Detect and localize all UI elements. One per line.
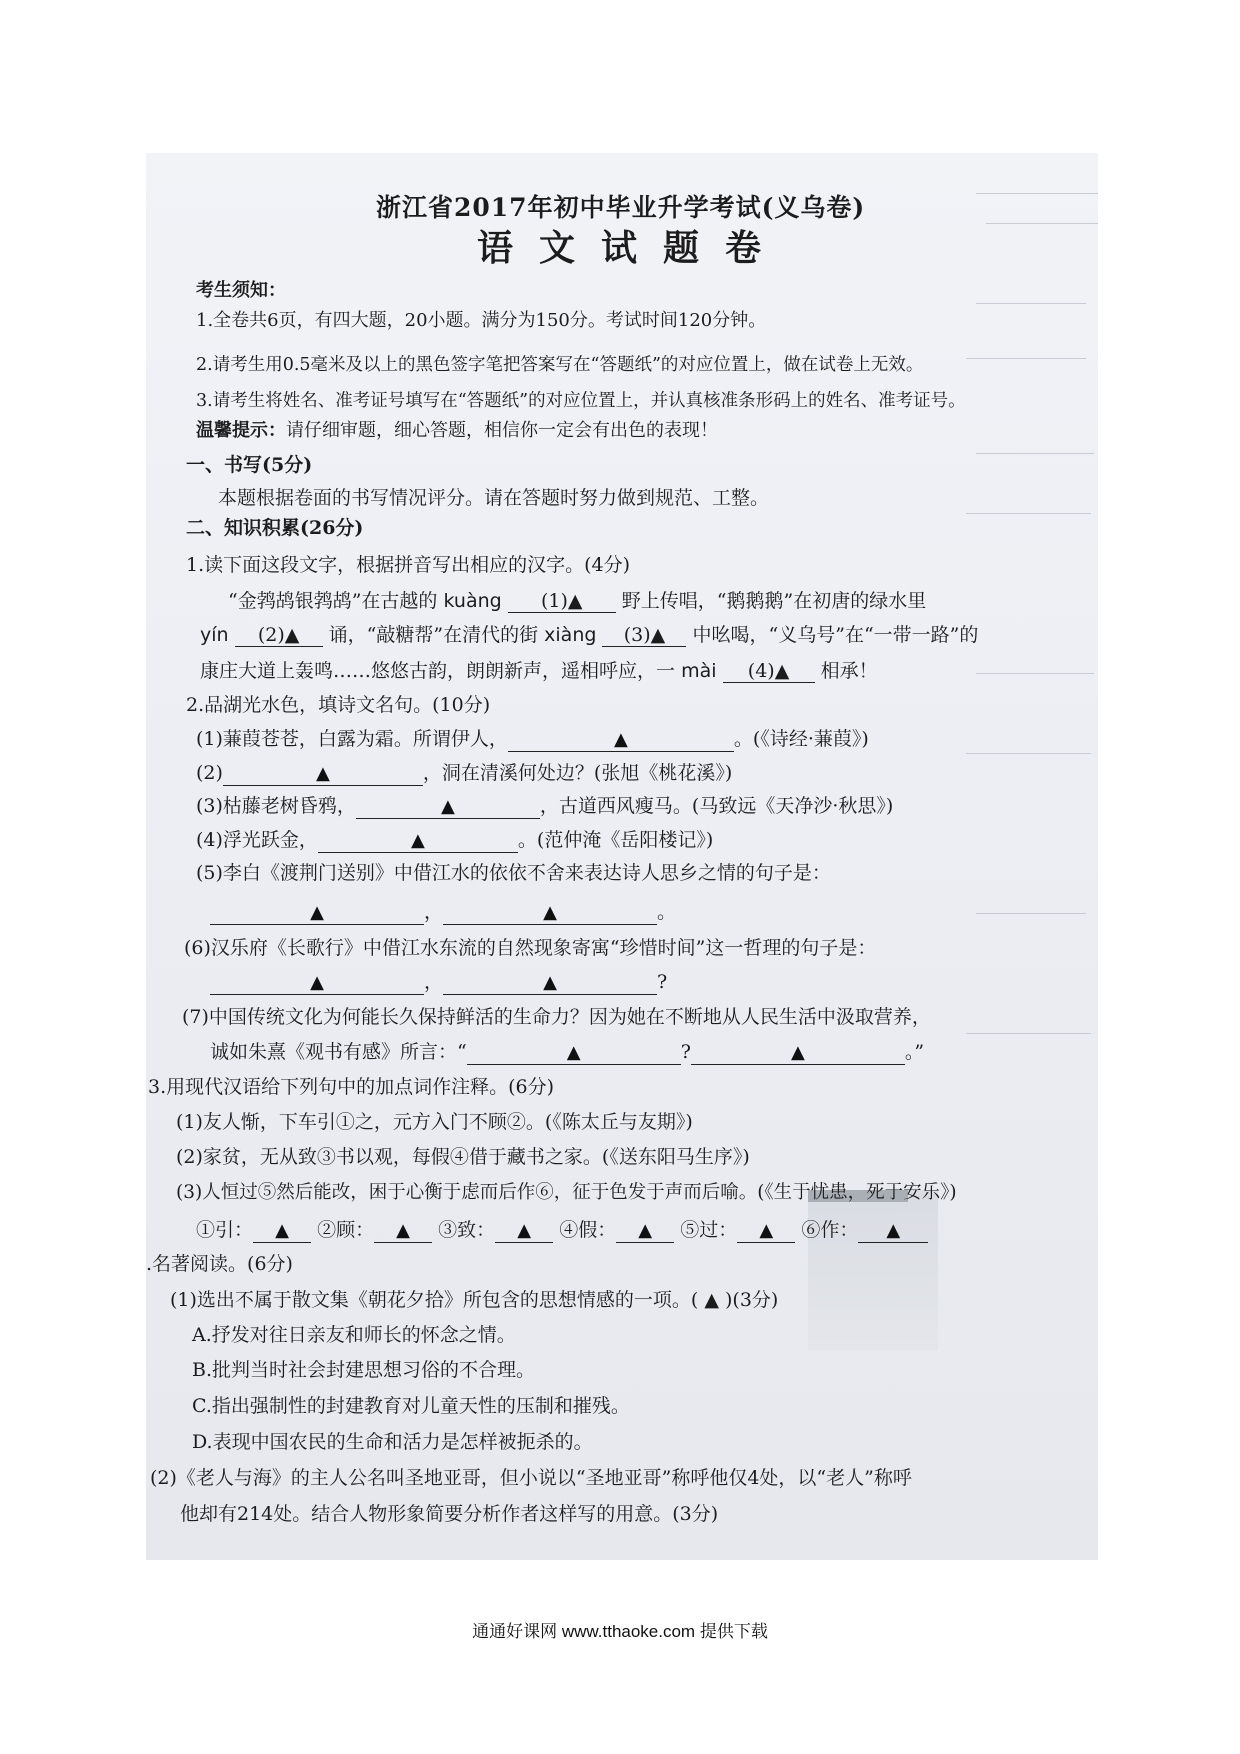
q2-s5: (5)李白《渡荆门送别》中借江水的依依不舍来表达诗人思乡之情的句子是： bbox=[196, 862, 831, 884]
pinyin: kuàng bbox=[443, 590, 502, 612]
q1-stem: 1.读下面这段文字，根据拼音写出相应的汉字。(4分) bbox=[186, 554, 631, 576]
q1-text: 中吆喝，“义乌号”在“一带一路”的 bbox=[692, 624, 979, 646]
pinyin: yín bbox=[200, 624, 229, 646]
q2-text: ? bbox=[680, 1041, 691, 1063]
answer-blank[interactable]: ▲ bbox=[210, 902, 424, 925]
answer-blank-2[interactable]: (2)▲ bbox=[235, 624, 323, 647]
q2-s2 bbox=[196, 761, 732, 786]
q2-text: 。 bbox=[657, 901, 677, 923]
ghost-line bbox=[966, 513, 1091, 514]
q1-line2 bbox=[200, 623, 978, 647]
q2-stem: 2.品湖光水色，填诗文名句。(10分) bbox=[186, 694, 491, 716]
q1-text: 野上传唱，“鹅鹅鹅”在初唐的绿水里 bbox=[621, 590, 927, 612]
q3-s2: (2)家贫，无从致③书以观，每假④借于藏书之家。(《送东阳马生序》) bbox=[176, 1146, 750, 1168]
q1-text: “金鹁鸪银鹁鸪”在古越的 bbox=[228, 590, 438, 612]
q2-s5-answer bbox=[210, 900, 676, 925]
q2-text: (2) bbox=[196, 762, 223, 784]
q3-s1: (1)友人惭，下车引①之，元方入门不顾②。(《陈太丘与友期》) bbox=[176, 1111, 693, 1133]
notice-item: 2.请考生用0.5毫米及以上的黑色签字笔把答案写在“答题纸”的对应位置上，做在试卷上无效。 bbox=[196, 355, 924, 375]
answer-blank[interactable]: ▲ bbox=[253, 1220, 311, 1243]
notice-item: 3.请考生将姓名、准考证号填写在“答题纸”的对应位置上，并认真核准条形码上的姓名、准考证号。 bbox=[196, 391, 966, 411]
answer-blank[interactable]: ▲ bbox=[467, 1042, 681, 1065]
q3-s3: (3)人恒过⑤然后能改，困于心衡于虑而后作⑥，征于色发于声而后喻。(《生于忧患，死于安乐》) bbox=[176, 1182, 957, 1203]
q2-s1 bbox=[196, 727, 869, 752]
answer-blank-1[interactable]: (1)▲ bbox=[508, 590, 616, 613]
ghost-line bbox=[976, 453, 1094, 454]
q3-label: ④假： bbox=[559, 1219, 617, 1241]
ghost-line bbox=[976, 673, 1094, 674]
notice-heading: 考生须知： bbox=[196, 280, 286, 301]
q2-s3 bbox=[196, 794, 893, 819]
blurred-region bbox=[808, 1190, 938, 1350]
answer-blank[interactable]: ▲ bbox=[616, 1220, 674, 1243]
q2-s6: (6)汉乐府《长歌行》中借江水东流的自然现象寄寓“珍惜时间”这一哲理的句子是： bbox=[184, 937, 877, 959]
ghost-line bbox=[976, 913, 1086, 914]
tip-text: 请仔细审题，细心答题，相信你一定会有出色的表现！ bbox=[286, 420, 718, 441]
answer-blank[interactable]: ▲ bbox=[508, 729, 734, 752]
q1-line3 bbox=[200, 659, 878, 683]
ghost-line bbox=[966, 1033, 1091, 1034]
pinyin: xiàng bbox=[544, 624, 597, 646]
answer-blank[interactable]: ▲ bbox=[691, 1042, 905, 1065]
exam-title: 浙江省2017年初中毕业升学考试(义乌卷) bbox=[376, 193, 866, 222]
notice-item: 1.全卷共6页，有四大题，20小题。满分为150分。考试时间120分钟。 bbox=[196, 310, 767, 331]
q2-text: ，洞在清溪何处边？(张旭《桃花溪》) bbox=[422, 762, 733, 784]
pinyin: mài bbox=[681, 660, 717, 682]
q2-text: 。(《诗经·蒹葭》) bbox=[733, 728, 869, 750]
subject-title: 语文试题卷 bbox=[477, 227, 788, 269]
q4-stem: .名著阅读。(6分) bbox=[146, 1253, 293, 1275]
section1-body: 本题根据卷面的书写情况评分。请在答题时努力做到规范、工整。 bbox=[218, 487, 770, 509]
section2-heading: 二、知识积累(26分) bbox=[186, 517, 364, 539]
q3-label: ⑤过： bbox=[680, 1219, 738, 1241]
q1-text: 相承！ bbox=[820, 660, 878, 682]
q2-s4 bbox=[196, 828, 713, 853]
q1-line1 bbox=[228, 589, 926, 613]
q2-text: 诚如朱熹《观书有感》所言：“ bbox=[210, 1041, 467, 1063]
q2-text: 。” bbox=[904, 1041, 925, 1063]
q4-p2-line1: (2)《老人与海》的主人公名叫圣地亚哥，但小说以“圣地亚哥”称呼他仅4处，以“老人”称呼 bbox=[150, 1467, 912, 1489]
q3-stem: 3.用现代汉语给下列句中的加点词作注释。(6分) bbox=[148, 1076, 555, 1098]
q2-text: ? bbox=[657, 971, 668, 993]
answer-blank[interactable]: ▲ bbox=[737, 1220, 795, 1243]
q1-text: 诵，“敲糖帮”在清代的街 bbox=[328, 624, 539, 646]
q2-s7-line2 bbox=[210, 1040, 924, 1065]
tip-label: 温馨提示： bbox=[196, 420, 286, 441]
answer-blank-3[interactable]: (3)▲ bbox=[602, 624, 686, 647]
q3-label: ③致： bbox=[438, 1219, 496, 1241]
answer-blank[interactable]: ▲ bbox=[374, 1220, 432, 1243]
q2-s7: (7)中国传统文化为何能长久保持鲜活的生命力？因为她在不断地从人民生活中汲取营养， bbox=[182, 1006, 931, 1028]
q2-text: ， bbox=[424, 901, 444, 923]
q2-text: 。(范仲淹《岳阳楼记》) bbox=[517, 829, 714, 851]
q1-text: 康庄大道上轰鸣……悠悠古韵，朗朗新声，遥相呼应，一 bbox=[200, 660, 676, 682]
download-footer: 通通好课网 www.tthaoke.com 提供下载 bbox=[472, 1622, 768, 1641]
answer-blank[interactable]: ▲ bbox=[858, 1220, 928, 1243]
q3-label: ⑥作： bbox=[801, 1219, 859, 1241]
answer-blank[interactable]: ▲ bbox=[210, 972, 424, 995]
answer-blank-4[interactable]: (4)▲ bbox=[723, 660, 815, 683]
q3-label: ①引： bbox=[196, 1219, 254, 1241]
answer-blank[interactable]: ▲ bbox=[318, 830, 518, 853]
ghost-line bbox=[976, 303, 1086, 304]
q4-option-a: A.抒发对往日亲友和师长的怀念之情。 bbox=[192, 1324, 516, 1346]
answer-blank[interactable]: ▲ bbox=[443, 902, 657, 925]
answer-blank[interactable]: ▲ bbox=[443, 972, 657, 995]
q4-p1: (1)选出不属于散文集《朝花夕拾》所包含的思想情感的一项。( ▲ )(3分) bbox=[170, 1289, 779, 1311]
section1-heading: 一、书写(5分) bbox=[186, 454, 313, 476]
ghost-line bbox=[986, 223, 1098, 224]
answer-blank[interactable]: ▲ bbox=[223, 763, 423, 786]
ghost-line bbox=[966, 358, 1086, 359]
q4-option-d: D.表现中国农民的生命和活力是怎样被扼杀的。 bbox=[192, 1431, 593, 1453]
q4-option-b: B.批判当时社会封建思想习俗的不合理。 bbox=[192, 1359, 536, 1381]
q2-s6-answer bbox=[210, 970, 667, 995]
answer-blank[interactable]: ▲ bbox=[356, 796, 540, 819]
warm-tip bbox=[196, 419, 718, 443]
q2-text: (1)蒹葭苍苍，白露为霜。所谓伊人， bbox=[196, 728, 508, 750]
q3-label: ②顾： bbox=[317, 1219, 375, 1241]
q2-text: (4)浮光跃金， bbox=[196, 829, 318, 851]
q2-text: ， bbox=[424, 971, 444, 993]
ghost-line bbox=[966, 753, 1091, 754]
q4-option-c: C.指出强制性的封建教育对儿童天性的压制和摧残。 bbox=[192, 1395, 630, 1417]
q4-p2-line2: 他却有214处。结合人物形象简要分析作者这样写的用意。(3分) bbox=[180, 1503, 719, 1525]
q2-text: ，古道西风瘦马。(马致远《天净沙·秋思》) bbox=[539, 795, 894, 817]
ghost-line bbox=[976, 193, 1098, 194]
q2-text: (3)枯藤老树昏鸦， bbox=[196, 795, 356, 817]
q3-answers bbox=[196, 1218, 928, 1243]
answer-blank[interactable]: ▲ bbox=[495, 1220, 553, 1243]
